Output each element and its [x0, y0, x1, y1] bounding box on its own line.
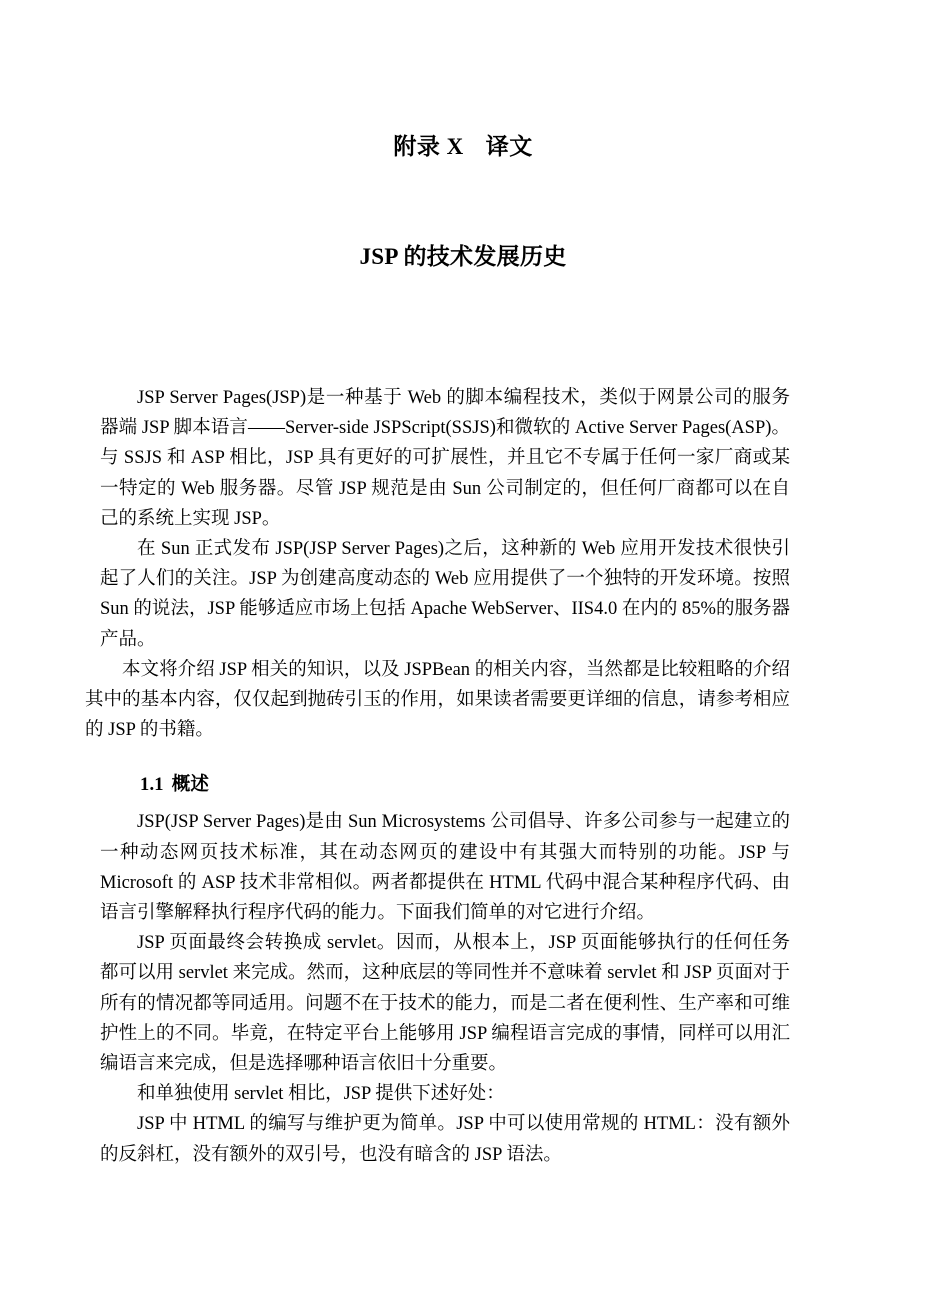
paragraph: JSP 页面最终会转换成 servlet。因而，从根本上，JSP 页面能够执行的任何任务都可以用 servlet 来完成。然而，这种底层的等同性并不意味着 servlet 和 JSP 页面对于所有的情况都等同适用。问题不在于技术的能力，而是二者在便利性、生产率和可维护性上的不同。毕竟，在特定平台上能够用 JSP 编程语言完成的事情，同样可以用汇编语言来完成，但是选择哪种语言依旧十分重要。 — [100, 933, 791, 1075]
paragraph: JSP(JSP Server Pages)是由 Sun Microsystems 公司倡导、许多公司参与一起建立的一种动态网页技术标准，其在动态网页的建设中有其强大而特别的功能。JSP 与 Microsoft 的 ASP 技术非常相似。两者都提供在 HTML 代码中混合某种程序代码、由语言引擎解释执行程序代码的能力。下面我们简单的对它进行介绍。 — [100, 812, 790, 924]
section-heading-overview — [140, 753, 790, 807]
paragraph: JSP Server Pages(JSP)是一种基于 Web 的脚本编程技术，类似于网景公司的服务器端 JSP 脚本语言——Server-side JSPScript(SSJS)和微软的 Active Server Pages(ASP)。与 SSJS 和 ASP 相比，JSP 具有更好的可扩展性，并且它不专属于任何一家厂商或某一特定的 Web 服务器。尽管 JSP 规范是由 Sun 公司制定的，但任何厂商都可以在自己的系统上实现 JSP。 — [100, 388, 790, 529]
page-subtitle: JSP 的技术发展历史 — [359, 244, 567, 269]
page-title-suffix: 译文 — [485, 134, 533, 159]
paragraph: 本文将介绍 JSP 相关的知识，以及 JSPBean 的相关内容，当然都是比较粗略的介绍其中的基本内容，仅仅起到抛砖引玉的作用，如果读者需要更详细的信息，请参考相应的 JSP 的书籍。 — [85, 659, 790, 741]
page-title-prefix: 附录 X — [393, 134, 464, 159]
paragraph: 和单独使用 servlet 相比，JSP 提供下述好处： — [137, 1084, 505, 1105]
document-body — [85, 383, 791, 1170]
section-number: 1.1 — [140, 775, 164, 796]
paragraph: 在 Sun 正式发布 JSP(JSP Server Pages)之后，这种新的 Web 应用开发技术很快引起了人们的关注。JSP 为创建高度动态的 Web 应用提供了一个独特的开发环境。按照 Sun 的说法，JSP 能够适应市场上包括 Apache WebServer、IIS4.0 在内的 85%的服务器产品。 — [100, 539, 790, 650]
page-title — [0, 128, 926, 161]
section-heading-label: 概述 — [171, 775, 210, 796]
paragraph: JSP 中 HTML 的编写与维护更为简单。JSP 中可以使用常规的 HTML：没有额外的反斜杠，没有额外的双引号，也没有暗含的 JSP 语法。 — [100, 1114, 790, 1165]
section-spacer — [100, 745, 790, 753]
